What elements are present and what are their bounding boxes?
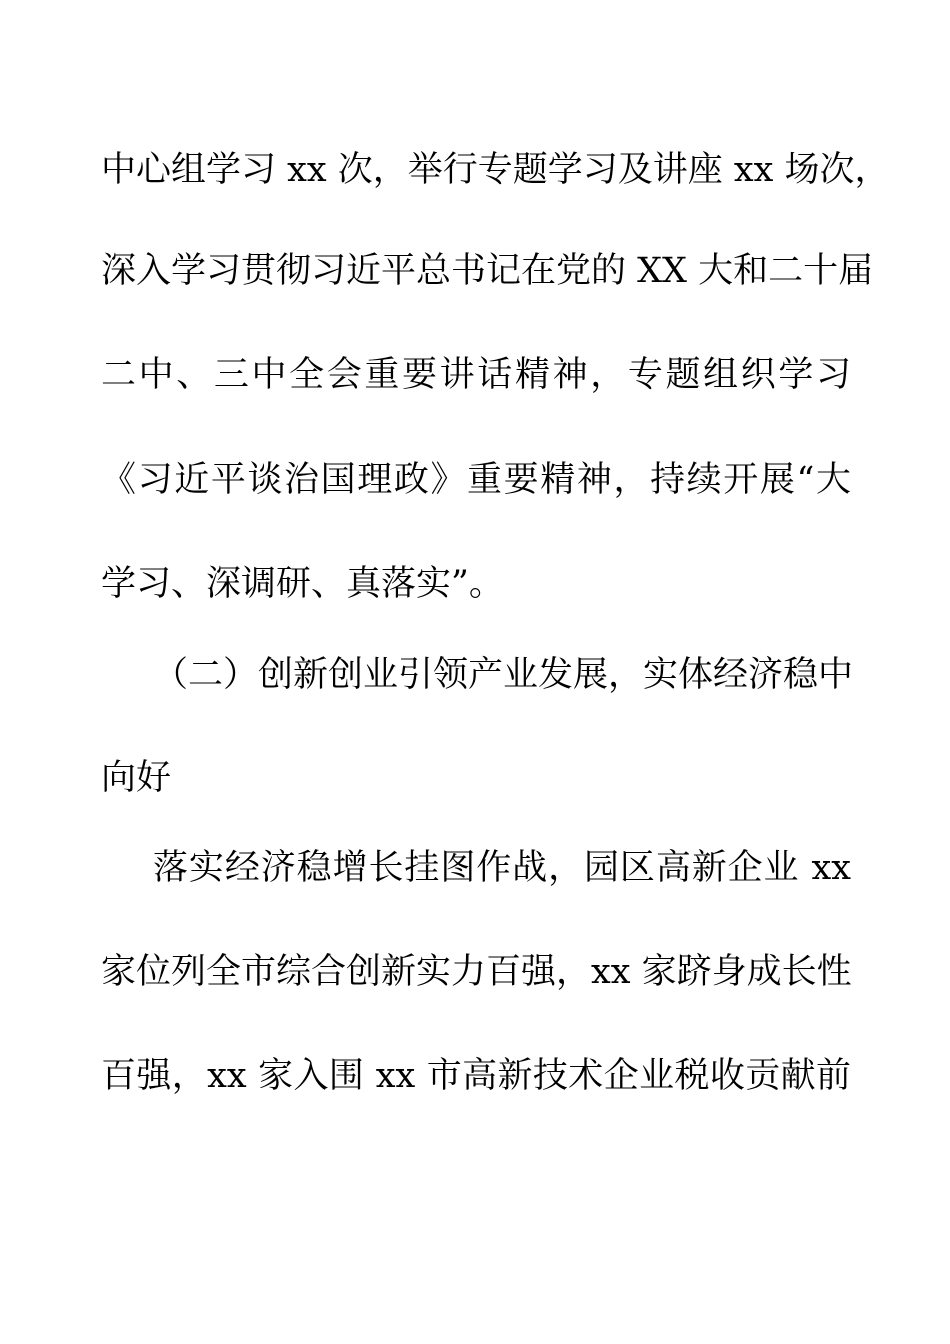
paragraph-line-6: 落实经济稳增长挂图作战，园区高新企业 xx (153, 848, 851, 888)
paragraph-line-3: 二中、三中全会重要讲话精神，专题组织学习 (101, 355, 851, 395)
paragraph-line-4: 《习近平谈治国理政》重要精神，持续开展“大 (101, 460, 851, 500)
paragraph-line-5: 学习、深调研、真落实”。 (101, 564, 504, 604)
paragraph-line-7: 家位列全市综合创新实力百强，xx 家跻身成长性 (101, 952, 852, 992)
section-heading-line-1: （二）创新创业引领产业发展，实体经济稳中 (153, 655, 854, 695)
section-heading-line-2: 向好 (101, 758, 172, 798)
paragraph-line-1: 中心组学习 xx 次，举行专题学习及讲座 xx 场次， (101, 150, 890, 190)
paragraph-line-8: 百强，xx 家入围 xx 市高新技术企业税收贡献前 (101, 1056, 851, 1096)
paragraph-line-2: 深入学习贯彻习近平总书记在党的 XX 大和二十届 (101, 251, 874, 291)
